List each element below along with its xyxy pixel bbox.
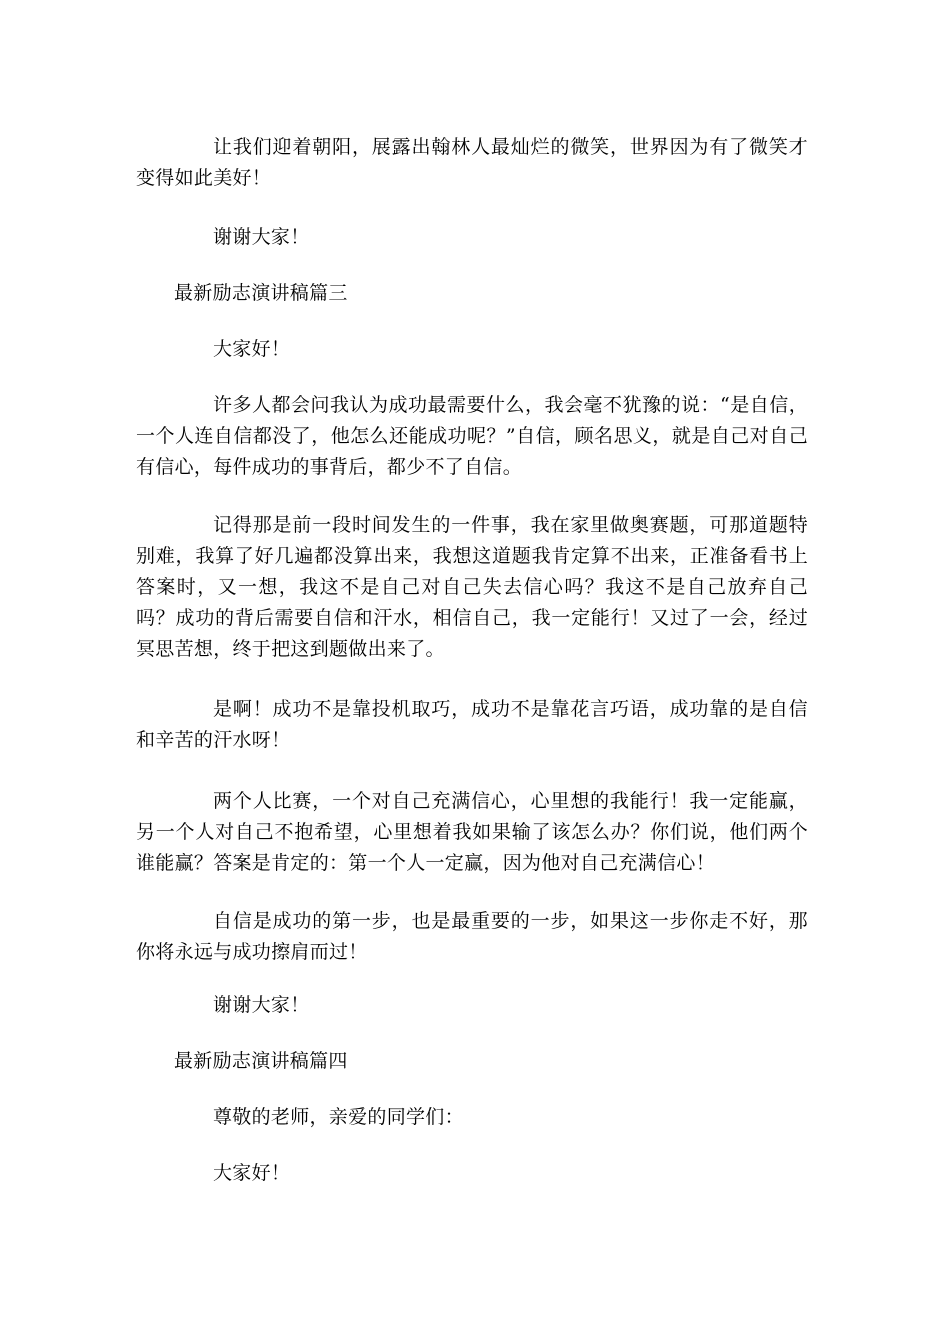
paragraph-thanks-2: 谢谢大家！ (213, 994, 310, 1016)
section-heading-4: 最新励志演讲稿篇四 (174, 1050, 348, 1072)
section-heading-3: 最新励志演讲稿篇三 (174, 282, 348, 304)
paragraph-closing-smile: 让我们迎着朝阳，展露出翰林人最灿烂的微笑，世界因为有了微笑才变得如此美好！ (136, 136, 808, 189)
paragraph-story: 记得那是前一段时间发生的一件事，我在家里做奥赛题，可那道题特别难，我算了好几遍都没算出来，我想这道题我肯定算不出来，正准备看书上答案时，又一想，我这不是自己对自己失去信心吗？我这不是自己放弃自己吗？成功的背后需要自信和汗水，相信自己，我一定能行！又过了一会，经过冥思苦想，终于把这到题做出来了。 (136, 514, 808, 660)
paragraph-greeting: 大家好！ (213, 338, 291, 360)
paragraph-first-step: 自信是成功的第一步，也是最重要的一步，如果这一步你走不好，那你将永远与成功擦肩而过！ (136, 910, 808, 963)
paragraph-thanks: 谢谢大家！ (213, 226, 310, 248)
paragraph-success: 是啊！成功不是靠投机取巧，成功不是靠花言巧语，成功靠的是自信和辛苦的汗水呀！ (136, 698, 808, 751)
paragraph-greeting-2: 大家好！ (213, 1162, 291, 1184)
paragraph-competition: 两个人比赛，一个对自己充满信心，心里想的我能行！我一定能赢，另一个人对自己不抱希望，心里想着我如果输了该怎么办？你们说，他们两个谁能赢？答案是肯定的：第一个人一定赢，因为他对自己充满信心！ (136, 790, 808, 874)
paragraph-confidence-intro: 许多人都会问我认为成功最需要什么，我会毫不犹豫的说：“是自信，一个人连自信都没了，他怎么还能成功呢？”自信，顾名思义，就是自己对自己有信心，每件成功的事背后，都少不了自信。 (136, 394, 808, 478)
paragraph-salutation: 尊敬的老师，亲爱的同学们： (213, 1106, 464, 1128)
